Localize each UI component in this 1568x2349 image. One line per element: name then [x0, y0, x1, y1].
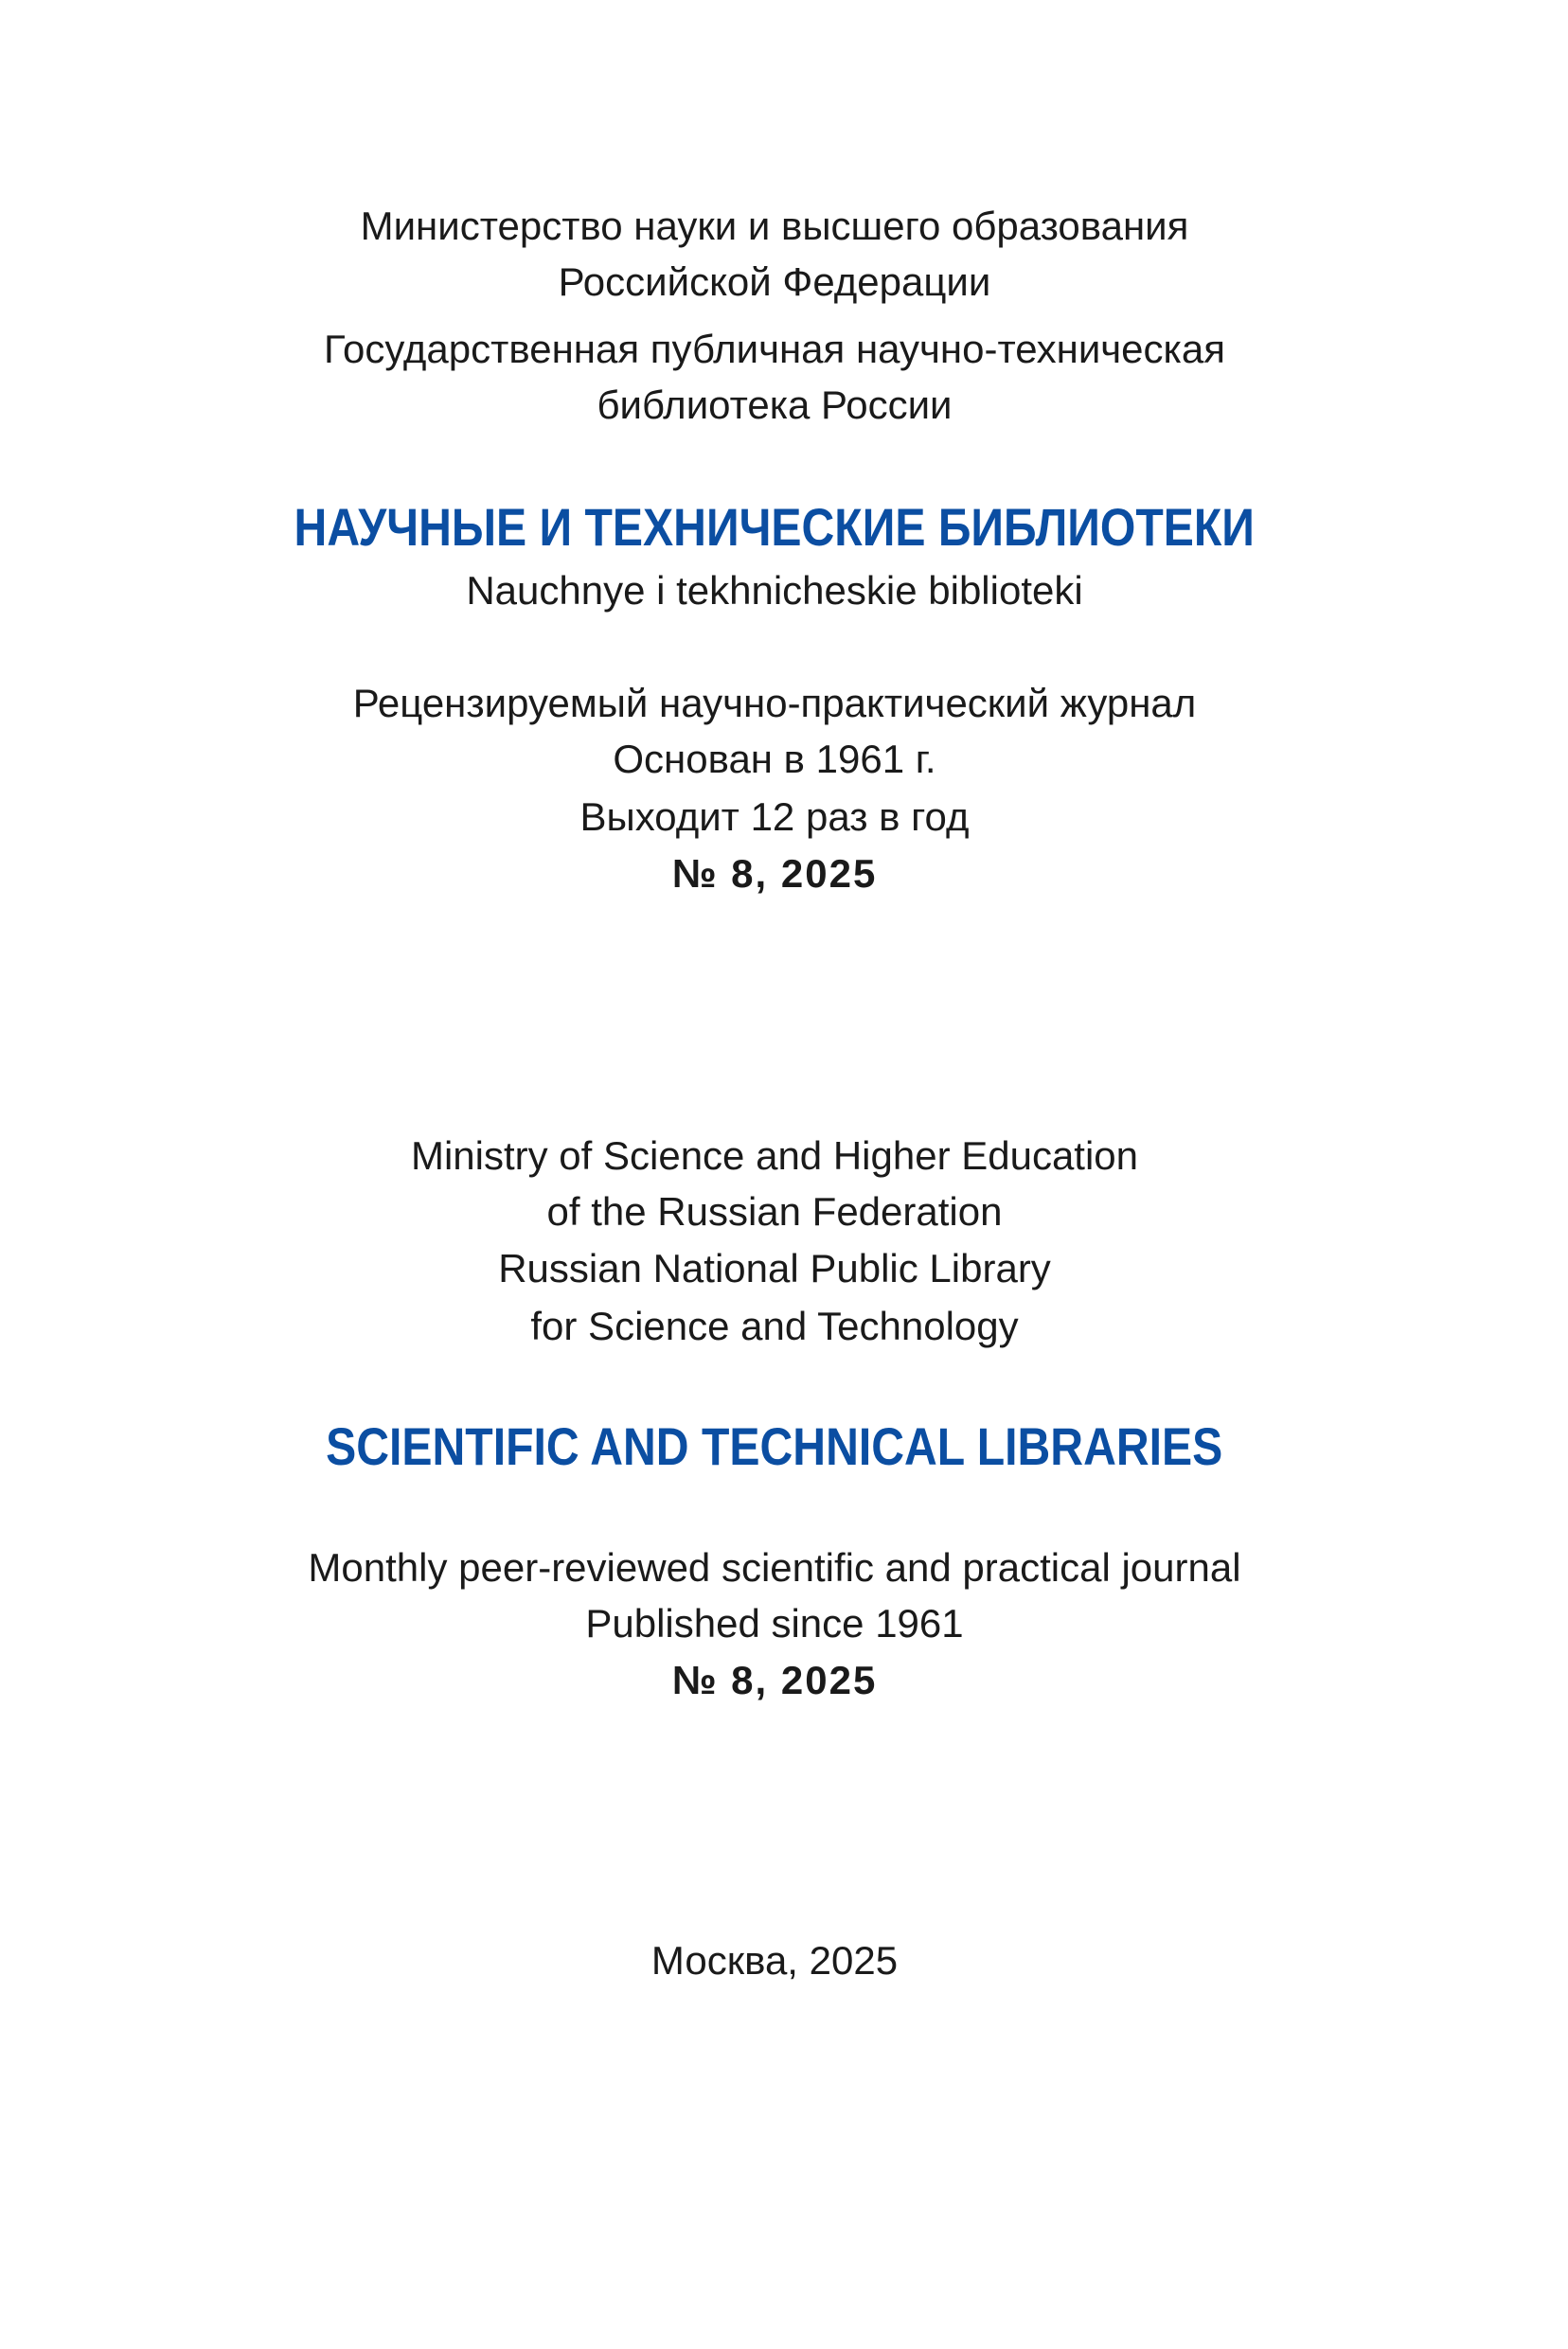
issue-ru: № 8, 2025 [671, 851, 878, 896]
library-ru-line1: Государственная публичная научно-техническая [324, 327, 1225, 371]
library-ru-line2: библиотека России [597, 383, 953, 427]
library-en-line1: Russian National Public Library [498, 1246, 1051, 1290]
published-since-en: Published since 1961 [585, 1601, 964, 1646]
journal-title-ru: НАУЧНЫЕ И ТЕХНИЧЕСКИЕ БИБЛИОТЕКИ [294, 497, 1256, 557]
ministry-ru-line1: Министерство науки и высшего образования [360, 204, 1189, 248]
ministry-en-line1: Ministry of Science and Higher Education [410, 1133, 1139, 1178]
frequency-ru: Выходит 12 раз в год [579, 794, 970, 839]
journal-transliteration: Nauchnye i tekhnicheskie biblioteki [466, 568, 1083, 613]
journal-type-ru: Рецензируемый научно-практический журнал [352, 681, 1197, 725]
city-year: Москва, 2025 [650, 1938, 899, 1983]
journal-title-en: SCIENTIFIC AND TECHNICAL LIBRARIES [326, 1416, 1223, 1476]
issue-en: № 8, 2025 [671, 1658, 878, 1702]
ministry-en-line2: of the Russian Federation [546, 1189, 1003, 1234]
founded-ru: Основан в 1961 г. [613, 737, 936, 781]
journal-type-en: Monthly peer-reviewed scientific and practical journal [308, 1545, 1241, 1590]
library-en-line2: for Science and Technology [530, 1304, 1019, 1348]
ministry-ru-line2: Российской Федерации [558, 259, 991, 304]
